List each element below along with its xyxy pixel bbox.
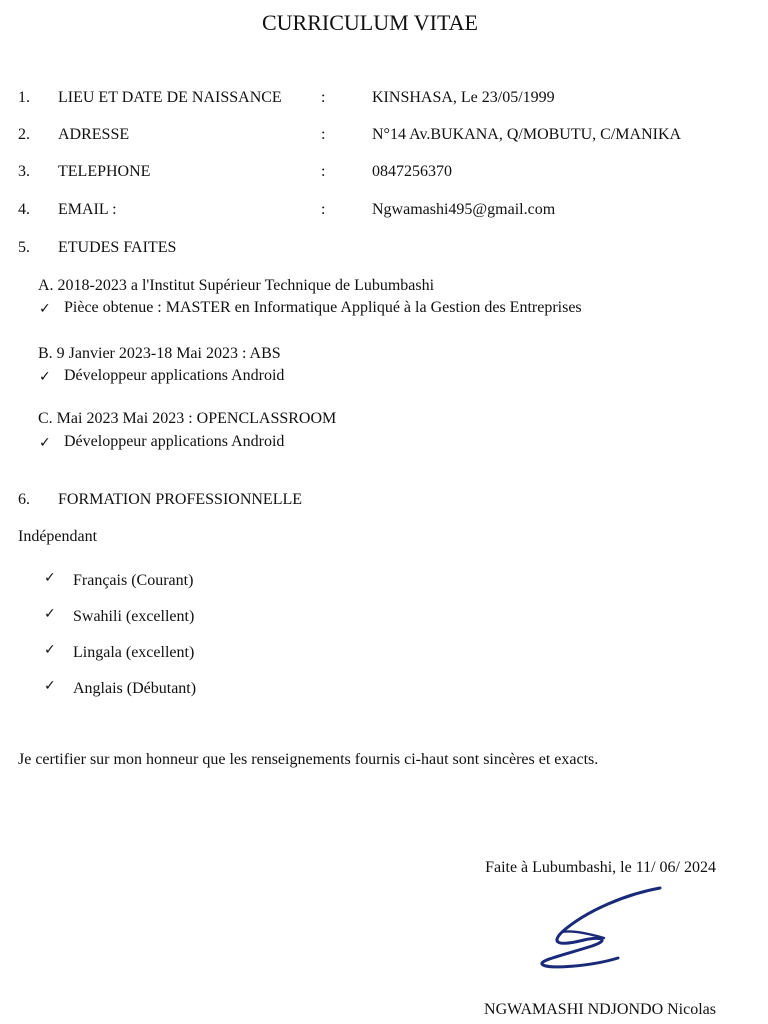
row-separator: : [321, 201, 326, 218]
check-icon: ✓ [44, 678, 56, 694]
check-icon: ✓ [39, 369, 51, 385]
section-number: 5. [18, 239, 30, 256]
row-value: KINSHASA, Le 23/05/1999 [372, 89, 555, 106]
check-icon: ✓ [39, 301, 51, 317]
signature-image [532, 882, 672, 982]
place-date: Faite à Lubumbashi, le 11/ 06/ 2024 [485, 859, 716, 876]
row-number: 4. [18, 201, 30, 218]
row-label: TELEPHONE [58, 163, 151, 180]
check-icon: ✓ [44, 606, 56, 622]
study-detail: Pièce obtenue : MASTER en Informatique Appliqué à la Gestion des Entreprises [64, 299, 582, 316]
section-heading-studies: ETUDES FAITES [58, 239, 177, 256]
study-heading: C. Mai 2023 Mai 2023 : OPENCLASSROOM [38, 410, 337, 427]
language-label: Français (Courant) [73, 572, 194, 589]
section-heading-training: FORMATION PROFESSIONNELLE [58, 491, 303, 508]
row-separator: : [321, 126, 326, 143]
row-separator: : [321, 163, 326, 180]
email-value: Ngwamashi495@gmail.com [372, 201, 556, 218]
row-number: 3. [18, 163, 30, 180]
study-detail: Développeur applications Android [64, 367, 285, 384]
row-value: 0847256370 [372, 163, 452, 180]
language-label: Lingala (excellent) [73, 644, 195, 661]
signatory-name: NGWAMASHI NDJONDO Nicolas [484, 1001, 716, 1018]
row-number: 2. [18, 126, 30, 143]
check-icon: ✓ [44, 570, 56, 586]
check-icon: ✓ [44, 642, 56, 658]
section-number: 6. [18, 491, 30, 508]
page-title: CURRICULUM VITAE [261, 10, 478, 35]
row-label: ADRESSE [58, 126, 130, 143]
row-label: LIEU ET DATE DE NAISSANCE [58, 89, 282, 106]
language-label: Anglais (Débutant) [73, 680, 197, 697]
row-label: EMAIL : [58, 201, 117, 218]
check-icon: ✓ [39, 435, 51, 451]
study-detail: Développeur applications Android [64, 433, 285, 450]
independent-label: Indépendant [18, 528, 98, 545]
row-separator: : [321, 89, 326, 106]
study-heading: A. 2018-2023 a l'Institut Supérieur Technique de Lubumbashi [38, 277, 435, 294]
certification-statement: Je certifier sur mon honneur que les renseignements fournis ci-haut sont sincères et exacts. [18, 751, 599, 768]
row-number: 1. [18, 89, 30, 106]
row-value: N°14 Av.BUKANA, Q/MOBUTU, C/MANIKA [372, 126, 682, 143]
study-heading: B. 9 Janvier 2023-18 Mai 2023 : ABS [38, 345, 281, 362]
language-label: Swahili (excellent) [73, 608, 195, 625]
